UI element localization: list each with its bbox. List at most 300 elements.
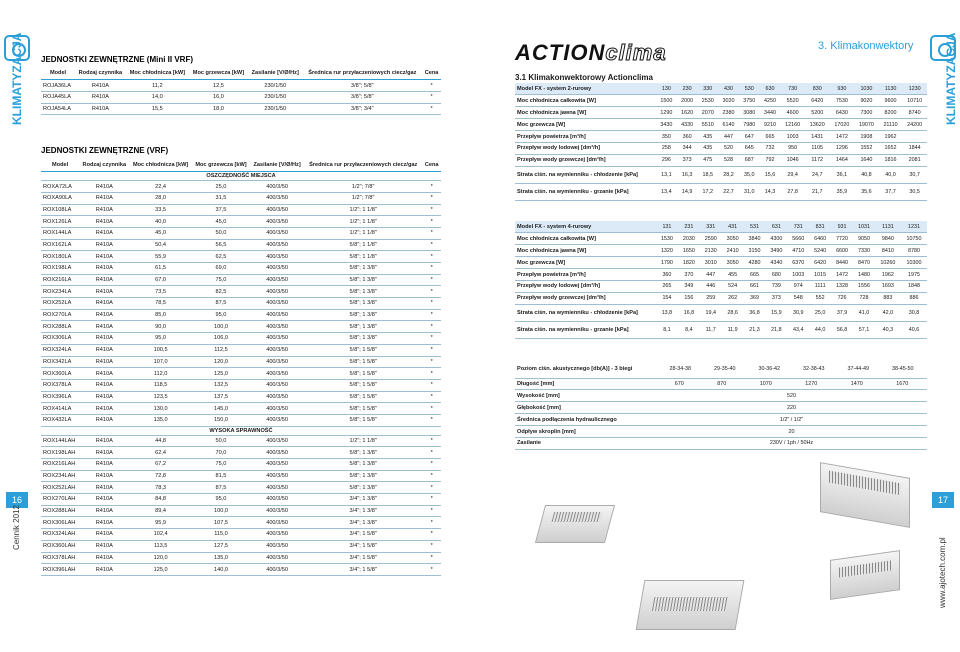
spec-label: Moc grzewcza [W] [515, 119, 656, 131]
spec-value: 530 [739, 83, 760, 95]
table-cell: 400/3/50 [250, 251, 304, 263]
table-cell: 14,0 [126, 91, 189, 103]
spec-value: 35,0 [739, 166, 760, 183]
spec-value: 373 [677, 154, 698, 166]
table-cell: 400/3/50 [250, 286, 304, 298]
spec-value: 528 [718, 154, 739, 166]
spec-value: 1552 [854, 142, 879, 154]
table-cell: R410A [79, 298, 129, 310]
spec-value: 130 [656, 83, 677, 95]
table-cell: R410A [79, 459, 129, 471]
spec-value: 27,8 [780, 183, 805, 200]
spec-value: 726 [831, 292, 853, 304]
table-row [41, 435, 441, 447]
spec-value: 3840 [744, 233, 766, 245]
spec-value: 730 [780, 83, 805, 95]
spec-value: 1816 [879, 154, 903, 166]
spec-value: 344 [677, 142, 698, 154]
spec-value: 1320 [656, 245, 678, 257]
table-cell: 400/3/50 [250, 494, 304, 506]
group-row [41, 426, 441, 435]
table-cell: * [422, 517, 441, 529]
table-cell: ROX252LAH [41, 482, 79, 494]
table-cell: 230/1/50 [248, 80, 303, 92]
spec-label: Strata ciśn. na wymienniku - chłodzenie [kPa] [515, 304, 656, 321]
spec-value: 369 [744, 292, 766, 304]
mini-vrf-table [41, 68, 441, 115]
height-label: Wysokość [mm] [515, 390, 656, 402]
table-cell: 37,5 [192, 204, 250, 216]
spec-label: Moc chłodnicza jawna [W] [515, 245, 656, 257]
spec-value: 6600 [831, 245, 853, 257]
table-cell: R410A [79, 251, 129, 263]
column-header: Rodzaj czynnika [75, 68, 126, 80]
table-row [41, 251, 441, 263]
spec-value: 8,4 [678, 321, 700, 338]
fx-4pipe-table [515, 221, 927, 339]
table-cell: 5/8"; 1 1/8" [304, 239, 422, 251]
vrf-table [41, 160, 441, 576]
spec-value: 35,6 [854, 183, 879, 200]
table-cell: 81,5 [192, 470, 250, 482]
spec-value: 7530 [830, 95, 855, 107]
table-cell: * [422, 459, 441, 471]
spec-value: 296 [656, 154, 677, 166]
spec-value: 661 [744, 280, 766, 292]
section-heading: 3. Klimakonwektory [818, 40, 914, 52]
table-cell: 16,0 [189, 91, 248, 103]
table-cell: 18,0 [189, 103, 248, 115]
spec-value: 2380 [718, 107, 739, 119]
table-cell: 72,8 [129, 470, 192, 482]
spec-value: 930 [830, 83, 855, 95]
spec-value: 647 [739, 131, 760, 143]
table-row [41, 403, 441, 415]
table-cell: R410A [75, 103, 126, 115]
spec-value: 37,9 [831, 304, 853, 321]
table-cell: 3/4"; 1 3/8" [304, 517, 422, 529]
table-cell: 33,5 [129, 204, 192, 216]
table-cell: ROX288LA [41, 321, 79, 333]
table-row [41, 344, 441, 356]
spec-value: 475 [697, 154, 718, 166]
spec-value: 44,0 [809, 321, 831, 338]
spec-value: 350 [656, 131, 677, 143]
table-row [41, 391, 441, 403]
table-cell: 130,0 [129, 403, 192, 415]
table-cell: ROX216LA [41, 274, 79, 286]
left-sidebar [0, 0, 34, 652]
spec-value: 1844 [902, 142, 927, 154]
right-side-label: KLIMATYZACJA [944, 32, 958, 125]
table-cell: 5/8"; 1 5/8" [304, 379, 422, 391]
table-cell: * [422, 414, 441, 426]
table-row [41, 540, 441, 552]
spec-value: 431 [722, 221, 744, 233]
table-cell: ROX288LAH [41, 505, 79, 517]
spec-value: 1500 [656, 95, 677, 107]
table-cell: R410A [79, 344, 129, 356]
table-cell: 87,5 [192, 482, 250, 494]
table-cell: 5/8"; 1 1/8" [304, 251, 422, 263]
table-cell: 22,4 [129, 181, 192, 193]
spec-value: 360 [656, 269, 678, 281]
table-cell: * [422, 91, 441, 103]
table-cell: 107,5 [192, 517, 250, 529]
table-cell: 75,0 [192, 274, 250, 286]
table-cell: 106,0 [192, 333, 250, 345]
spec-value: 1640 [854, 154, 879, 166]
table-row [41, 263, 441, 275]
spec-value: 13,8 [656, 304, 678, 321]
spec-value: 31,0 [739, 183, 760, 200]
table-cell: R410A [79, 529, 129, 541]
table-cell: ROX198LA [41, 263, 79, 275]
spec-label: Przepływ wody lodowej [dm³/h] [515, 142, 656, 154]
spec-label: Przepływ powietrza [m³/h] [515, 269, 656, 281]
spec-value: 455 [722, 269, 744, 281]
length-values [656, 378, 927, 390]
spec-value: 5520 [780, 95, 805, 107]
spec-value: 931 [831, 221, 853, 233]
noise-value: 32-38-43 [802, 365, 825, 372]
table-row [41, 181, 441, 193]
spec-value: 30,9 [787, 304, 809, 321]
spec-value: 259 [700, 292, 722, 304]
column-header: Model [41, 160, 79, 172]
table-cell: 67,2 [129, 459, 192, 471]
spec-value: 3490 [765, 245, 787, 257]
spec-value: 265 [656, 280, 678, 292]
actionclima-logo: ACTIONclima [515, 40, 667, 65]
table-cell: 400/3/50 [250, 181, 304, 193]
spec-value: 30,5 [902, 183, 927, 200]
spec-value: 3050 [722, 233, 744, 245]
table-cell: R410A [79, 309, 129, 321]
spec-value: 11,7 [700, 321, 722, 338]
table-row [41, 470, 441, 482]
table-cell: 5/8"; 1 3/8" [304, 321, 422, 333]
table-cell: * [422, 356, 441, 368]
spec-value: 1003 [780, 131, 805, 143]
table-cell: 400/3/50 [250, 298, 304, 310]
table-cell: * [422, 344, 441, 356]
table-cell: R410A [79, 435, 129, 447]
table-cell: ROX270LA [41, 309, 79, 321]
table-cell: 400/3/50 [250, 192, 304, 204]
spec-value: 447 [700, 269, 722, 281]
table-cell: ROX378LA [41, 379, 79, 391]
column-header: Moc grzewcza [kW] [189, 68, 248, 80]
spec-value: 41,0 [853, 304, 875, 321]
spec-value: 36,8 [744, 304, 766, 321]
spec-value: 548 [787, 292, 809, 304]
spec-value: 40,6 [901, 321, 927, 338]
section-title-mini-vrf: JEDNOSTKI ZEWNĘTRZNE (Mini II VRF) [41, 55, 193, 64]
pipe-label: Średnica podłączenia hydraulicznego [515, 414, 656, 426]
fx-2pipe-table [515, 83, 927, 201]
table-cell: ROX252LA [41, 298, 79, 310]
table-row [41, 564, 441, 576]
fancoil-image-1 [535, 505, 615, 543]
table-row [41, 505, 441, 517]
table-row [41, 286, 441, 298]
table-cell: 89,4 [129, 505, 192, 517]
table-cell: 15,5 [126, 103, 189, 115]
table-cell: ROX144LAH [41, 435, 79, 447]
spec-value: 28,6 [722, 304, 744, 321]
table-cell: ROX342LA [41, 356, 79, 368]
spec-label: Przepływ powietrza [m³/h] [515, 131, 656, 143]
table-cell: 85,0 [129, 309, 192, 321]
table-cell: 82,5 [192, 286, 250, 298]
fancoil-image-4 [830, 550, 900, 600]
column-header: Średnica rur przyłaczeniowych ciecz/gaz [303, 68, 423, 80]
table-cell: 5/8"; 1 5/8" [304, 344, 422, 356]
table-cell: 3/8"; 5/8" [303, 91, 423, 103]
table-row [41, 529, 441, 541]
table-cell: 73,5 [129, 286, 192, 298]
table-cell: 5/8"; 1 5/8" [304, 368, 422, 380]
spec-value: 22,7 [718, 183, 739, 200]
table-cell: ROX360LAH [41, 540, 79, 552]
pipe-value: 1/2" / 1/2" [656, 414, 927, 426]
spec-value: 9050 [853, 233, 875, 245]
spec-value: 5200 [805, 107, 830, 119]
fancoil-image-2 [820, 462, 910, 528]
spec-value: 3430 [656, 119, 677, 131]
table-cell: R410A [79, 192, 129, 204]
spec-value: 37,7 [879, 183, 903, 200]
table-cell: ROX216LAH [41, 459, 79, 471]
table-cell: 70,0 [192, 447, 250, 459]
spec-value [902, 131, 927, 143]
spec-value: 3150 [744, 245, 766, 257]
spec-value: 7980 [739, 119, 760, 131]
spec-value: 830 [805, 83, 830, 95]
table-cell: ROX144LA [41, 227, 79, 239]
length-value: 870 [717, 380, 727, 387]
spec-value: 1105 [805, 142, 830, 154]
table-header [41, 68, 441, 80]
spec-value: 13620 [805, 119, 830, 131]
table-row [41, 103, 441, 115]
spec-row [515, 83, 927, 95]
spec-value: 131 [656, 221, 678, 233]
spec-label: Model FX - system 2-rurowy [515, 83, 656, 95]
length-value: 670 [674, 380, 684, 387]
spec-value: 21110 [879, 119, 903, 131]
spec-value: 10750 [901, 233, 927, 245]
spec-value: 630 [760, 83, 781, 95]
spec-value: 2070 [697, 107, 718, 119]
spec-value: 446 [700, 280, 722, 292]
spec-value: 4710 [787, 245, 809, 257]
table-cell: 5/8"; 1 3/8" [304, 286, 422, 298]
table-row [41, 517, 441, 529]
spec-row [515, 95, 927, 107]
spec-value: 156 [678, 292, 700, 304]
table-cell: 107,0 [129, 356, 192, 368]
table-cell: R410A [79, 227, 129, 239]
table-cell: ROXA90LA [41, 192, 79, 204]
page-number-right: 17 [932, 492, 954, 508]
table-cell: 5/8"; 1 3/8" [304, 470, 422, 482]
table-cell: 78,3 [129, 482, 192, 494]
spec-value: 1031 [853, 221, 875, 233]
noise-label: Poziom ciśn. akustycznego [db(A)] - 3 biegi [515, 360, 656, 378]
spec-value: 430 [718, 83, 739, 95]
table-row [41, 321, 441, 333]
table-cell: 113,5 [129, 540, 192, 552]
spec-value: 5510 [697, 119, 718, 131]
spec-value: 739 [765, 280, 787, 292]
table-cell: 5/8"; 1 3/8" [304, 298, 422, 310]
spec-value: 7720 [831, 233, 853, 245]
table-cell: 5/8"; 1 5/8" [304, 414, 422, 426]
table-cell: 400/3/50 [250, 403, 304, 415]
table-cell: 123,5 [129, 391, 192, 403]
spec-value: 680 [765, 269, 787, 281]
table-cell: 145,0 [192, 403, 250, 415]
spec-value: 6370 [787, 257, 809, 269]
spec-value: 4250 [760, 95, 781, 107]
spec-value: 10260 [875, 257, 901, 269]
table-cell: * [422, 505, 441, 517]
spec-value: 883 [875, 292, 901, 304]
spec-row [515, 221, 927, 233]
spec-value: 2081 [902, 154, 927, 166]
spec-label: Strata ciśn. na wymienniku - chłodzenie [kPa] [515, 166, 656, 183]
spec-value: 1130 [879, 83, 903, 95]
spec-value: 1620 [677, 107, 698, 119]
table-cell: 400/3/50 [250, 227, 304, 239]
spec-value: 12160 [780, 119, 805, 131]
spec-value: 17020 [830, 119, 855, 131]
table-cell: 1/2"; 7/8" [304, 181, 422, 193]
spec-value: 28,2 [718, 166, 739, 183]
table-cell: 75,0 [192, 459, 250, 471]
section-title-vrf: JEDNOSTKI ZEWNĘTRZNE (VRF) [41, 146, 169, 155]
table-cell: 3/4"; 1 5/8" [304, 552, 422, 564]
table-cell: 137,5 [192, 391, 250, 403]
noise-value: 28-34-38 [669, 365, 692, 372]
spec-value: 16,8 [678, 304, 700, 321]
table-row [41, 552, 441, 564]
table-row [41, 298, 441, 310]
spec-value: 435 [697, 142, 718, 154]
table-row [41, 227, 441, 239]
noise-values [656, 360, 927, 378]
table-cell: 40,0 [129, 216, 192, 228]
column-header: Rodzaj czynnika [79, 160, 129, 172]
spec-value: 4330 [677, 119, 698, 131]
spec-value: 665 [744, 269, 766, 281]
spec-row [515, 257, 927, 269]
table-cell: ROX108LA [41, 204, 79, 216]
spec-value: 9210 [760, 119, 781, 131]
spec-value: 1472 [831, 269, 853, 281]
spec-value: 3080 [739, 107, 760, 119]
table-cell: * [422, 494, 441, 506]
spec-value: 1296 [830, 142, 855, 154]
table-cell: R410A [79, 356, 129, 368]
table-cell: 50,0 [192, 435, 250, 447]
spec-value: 5240 [809, 245, 831, 257]
spec-value: 1848 [901, 280, 927, 292]
table-cell: 400/3/50 [250, 204, 304, 216]
table-cell: * [422, 263, 441, 275]
table-cell: 400/3/50 [250, 482, 304, 494]
spec-value: 1790 [656, 257, 678, 269]
table-cell: R410A [79, 403, 129, 415]
table-cell: 3/4"; 1 3/8" [304, 505, 422, 517]
table-cell: * [422, 216, 441, 228]
table-cell: * [422, 80, 441, 92]
table-cell: R410A [79, 181, 129, 193]
spec-value: 40,3 [875, 321, 901, 338]
table-cell: * [422, 552, 441, 564]
spec-value: 3440 [760, 107, 781, 119]
fancoil-image-3 [636, 580, 745, 630]
table-cell: ROX378LAH [41, 552, 79, 564]
table-cell: 120,0 [129, 552, 192, 564]
table-row [41, 368, 441, 380]
table-cell: R410A [79, 274, 129, 286]
spec-value: 435 [697, 131, 718, 143]
table-cell: * [422, 103, 441, 115]
spec-value: 57,1 [853, 321, 875, 338]
table-cell: R410A [79, 414, 129, 426]
spec-value: 7330 [853, 245, 875, 257]
table-cell: 400/3/50 [250, 459, 304, 471]
spec-value: 13,4 [656, 183, 677, 200]
table-cell: 45,0 [129, 227, 192, 239]
spec-label: Model FX - system 4-rurowy [515, 221, 656, 233]
table-cell: 1/2"; 1 1/8" [304, 204, 422, 216]
table-cell: 44,8 [129, 435, 192, 447]
table-cell: 3/4"; 1 5/8" [304, 540, 422, 552]
spec-value: 1328 [831, 280, 853, 292]
table-row [41, 80, 441, 92]
spec-value: 1464 [830, 154, 855, 166]
table-cell: * [422, 333, 441, 345]
table-header [41, 160, 441, 172]
spec-value: 13,1 [656, 166, 677, 183]
table-cell: 125,0 [129, 564, 192, 576]
table-cell: 100,0 [192, 505, 250, 517]
table-cell: 45,0 [192, 216, 250, 228]
table-cell: 100,0 [192, 321, 250, 333]
table-row [41, 274, 441, 286]
group-label: WYSOKA SPRAWNOŚĆ [41, 426, 441, 435]
spec-value: 1030 [854, 83, 879, 95]
spec-label: Strata ciśn. na wymienniku - grzanie [kPa] [515, 321, 656, 338]
table-cell: ROX396LA [41, 391, 79, 403]
table-cell: R410A [75, 80, 126, 92]
spec-value: 831 [809, 221, 831, 233]
cennik-label: Cennik 2012 [12, 505, 21, 550]
spec-value: 1015 [809, 269, 831, 281]
spec-row [515, 119, 927, 131]
table-cell: ROX360LA [41, 368, 79, 380]
table-cell: 102,4 [129, 529, 192, 541]
spec-value: 11,9 [722, 321, 744, 338]
spec-value: 35,9 [830, 183, 855, 200]
table-cell: 31,5 [192, 192, 250, 204]
table-cell: 90,0 [129, 321, 192, 333]
table-row [41, 379, 441, 391]
